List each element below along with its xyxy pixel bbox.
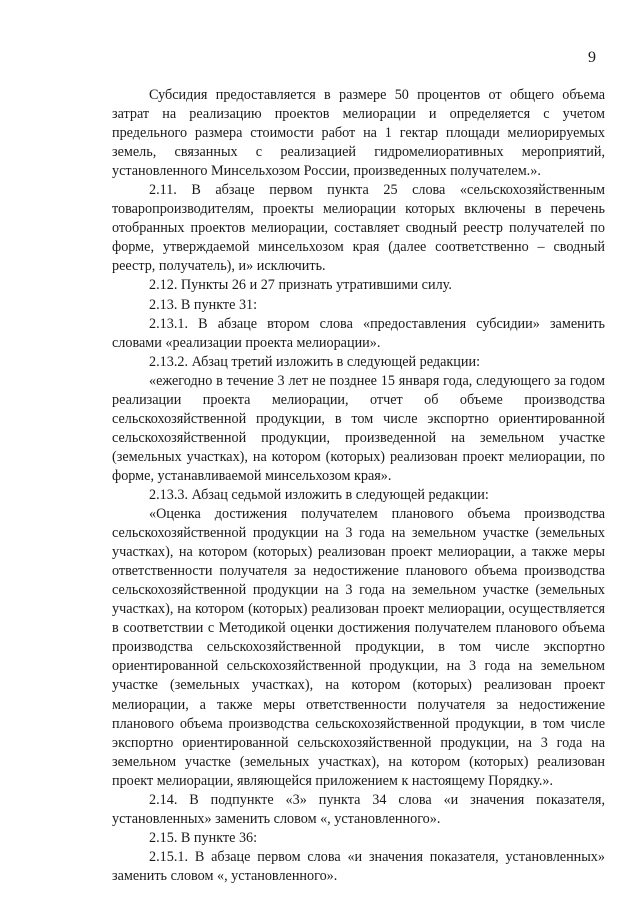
paragraph-2-15: 2.15. В пункте 36:	[149, 829, 258, 846]
paragraph-2-15-1: 2.15.1. В абзаце первом слова «и значения показателя, установленных» заменить словом «, установленного».	[112, 848, 605, 884]
paragraph-2-11: 2.11. В абзаце первом пункта 25 слова «сельскохозяйственным товаропроизводителям, проекты мелиорации которых включены в перечень отобранных проектов мелиорации, составляет сводный реестр получателей по форме, утверждаемой минсельхозом края (далее соответственно – сводный реестр, получатель), и» исключить.	[112, 182, 605, 275]
paragraph-subsidy-amount: Субсидия предоставляется в размере 50 процентов от общего объема затрат на реализацию проектов мелиорации и определяется с учетом предельного размера стоимости работ на 1 гектар площади мелиорируемых земель, связанных с реализацией гидромелиоративных мероприятий, установленного Минсельхозом России, произведенных получателем.».	[112, 87, 605, 180]
paragraph-annual-report: «ежегодно в течение 3 лет не позднее 15 января года, следующего за годом реализации проекта мелиорации, отчет об объеме производства сельскохозяйственной продукции, в том числе экспортно ориентированной сельскохозяйственной продукции, произведенной на земельном участке (земельных участках), на котором (которых) реализован проект мелиорации, по форме, устанавливаемой минсельхозом края».	[112, 372, 605, 484]
paragraph-2-13: 2.13. В пункте 31:	[149, 296, 258, 313]
document-body	[112, 86, 605, 886]
page-number: 9	[588, 49, 596, 66]
paragraph-2-13-2: 2.13.2. Абзац третий изложить в следующей редакции:	[149, 353, 481, 370]
paragraph-assessment: «Оценка достижения получателем планового объема производства сельскохозяйственной продукции на 3 года на земельном участке (земельных участках), на котором (которых) реализован проект мелиорации, а также меры ответственности получателя за недостижение планового объема производства сельскохозяйственной продукции на 3 года на земельном участке (земельных участках), на котором (которых) реализован проект мелиорации, осуществляется в соответствии с Методикой оценки достижения получателем планового объема производства сельскохозяйственной продукции, в том числе экспортно ориентированной сельскохозяйственной продукции, на 3 года на земельном участке (земельных участках), на котором (которых) реализован проект мелиорации, а также меры ответственности получателя за недостижение планового объема производства сельскохозяйственной продукции, в том числе экспортно ориентированной сельскохозяйственной продукции, на 3 года на земельном участке (земельных участках), на котором (которых) реализован проект мелиорации, являющейся приложением к настоящему Порядку.».	[112, 506, 605, 789]
paragraph-2-12: 2.12. Пункты 26 и 27 признать утратившими силу.	[149, 277, 452, 294]
paragraph-2-14: 2.14. В подпункте «3» пункта 34 слова «и значения показателя, установленных» заменить словом «, установленного».	[112, 791, 605, 827]
paragraph-2-13-1: 2.13.1. В абзаце втором слова «предоставления субсидии» заменить словами «реализации проекта мелиорации».	[112, 315, 605, 351]
paragraph-2-13-3: 2.13.3. Абзац седьмой изложить в следующей редакции:	[149, 486, 489, 503]
